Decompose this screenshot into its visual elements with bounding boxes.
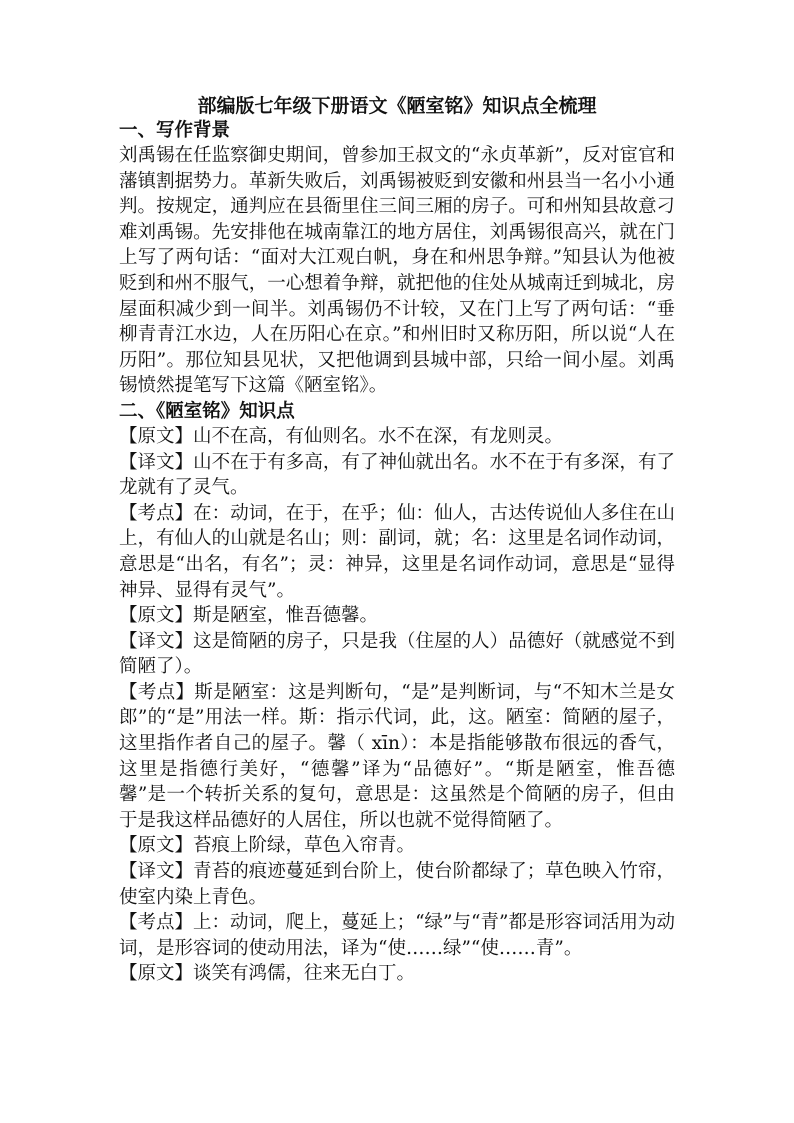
entry-text: 上：动词，爬上，蔓延上；“绿”与“青”都是形容词活用为动词，是形容词的使动用法，译为“使……绿”“使……青”。 — [119, 912, 675, 959]
entry-text: 谈笑有鸿儒，往来无白丁。 — [193, 963, 416, 985]
entry-tag: 【原文】 — [119, 835, 194, 857]
entry-text: 斯是陋室，惟吾德馨。 — [193, 605, 379, 627]
section-heading-knowledge-points: 二、《陋室铭》知识点 — [119, 400, 295, 422]
entry-original-text — [119, 603, 675, 629]
entry-exam-point — [119, 501, 675, 603]
entry-exam-point — [119, 680, 675, 834]
document-title: 部编版七年级下册语文《陋室铭》知识点全梳理 — [197, 95, 597, 117]
entry-text: 山不在于有多高，有了神仙就出名。水不在于有多深，有了龙就有了灵气。 — [119, 451, 675, 499]
background-paragraph: 刘禹锡在任监察御史期间，曾参加王叔文的“永贞革新”，反对宦官和藩镇割据势力。革新失败后，刘禹锡被贬到安徽和州县当一名小小通判。按规定，通判应在县衙里住三间三厢的房子。可和州知县故意刁难刘禹锡。先安排他在城南靠江的地方居住，刘禹锡很高兴，就在门上写了两句话：“面对大江观白帆，身在和州思争辩。”知县认为他被贬到和州不服气，一心想着争辩，就把他的住处从城南迁到城北，房屋面积减少到一间半。刘禹锡仍不计较，又在门上写了两句话：“垂柳青青江水边，人在历阳心在京。”和州旧时又称历阳，所以说“人在历阳”。那位知县见状，又把他调到县城中部，只给一间小屋。刘禹锡愤然提笔写下这篇《陋室铭》。 — [119, 145, 675, 397]
entry-text: 在：动词，在于，在乎；仙：仙人，古达传说仙人多住在山上，有仙人的山就是名山；则：副词，就；名：这里是名词作动词，意思是“出名，有名”；灵：神异，这里是名词作动词，意思是“显得神异、显得有灵气”。 — [119, 502, 675, 601]
entry-original-text — [119, 961, 675, 987]
document-page — [119, 94, 675, 987]
entry-tag: 【原文】 — [119, 605, 194, 627]
section-heading-background: 一、写作背景 — [119, 120, 231, 141]
entry-tag: 【译文】 — [119, 451, 194, 473]
entry-text: 山不在高，有仙则名。水不在深，有龙则灵。 — [193, 425, 564, 447]
entry-original-text — [119, 424, 675, 450]
entry-exam-point — [119, 910, 675, 961]
entry-text: 青苔的痕迹蔓延到台阶上，使台阶都绿了；草色映入竹帘，使室内染上青色。 — [119, 861, 675, 908]
entry-tag: 【原文】 — [119, 963, 194, 985]
entry-translation — [119, 629, 675, 680]
knowledge-entries — [119, 424, 675, 987]
entry-text: 苔痕上阶绿，草色入帘青。 — [193, 835, 416, 857]
entry-tag: 【译文】 — [119, 861, 194, 883]
entry-tag: 【原文】 — [119, 425, 194, 447]
entry-tag: 【译文】 — [119, 630, 194, 652]
entry-tag: 【考点】 — [119, 912, 194, 934]
entry-translation — [119, 450, 675, 501]
entry-tag: 【考点】 — [119, 502, 194, 524]
entry-text: 这是简陋的房子，只是我（住屋的人）品德好（就感觉不到简陋了）。 — [119, 630, 675, 678]
entry-tag: 【考点】 — [119, 681, 195, 703]
entry-original-text — [119, 833, 675, 859]
entry-translation — [119, 859, 675, 910]
entry-text: 斯是陋室：这是判断句，“是”是判断词，与“不知木兰是女郎”的“是”用法一样。斯：指示代词，此，这。陋室：简陋的屋子，这里指作者自己的屋子。馨（ xīn）：本是指能够散布很远的香气，这里是指德行美好，“德馨”译为“品德好”。“斯是陋室，惟吾德馨”是一个转折关系的复句，意思是：这虽然是个简陋的房子，但由于是我这样品德好的人居住，所以也就不觉得简陋了。 — [119, 681, 675, 831]
